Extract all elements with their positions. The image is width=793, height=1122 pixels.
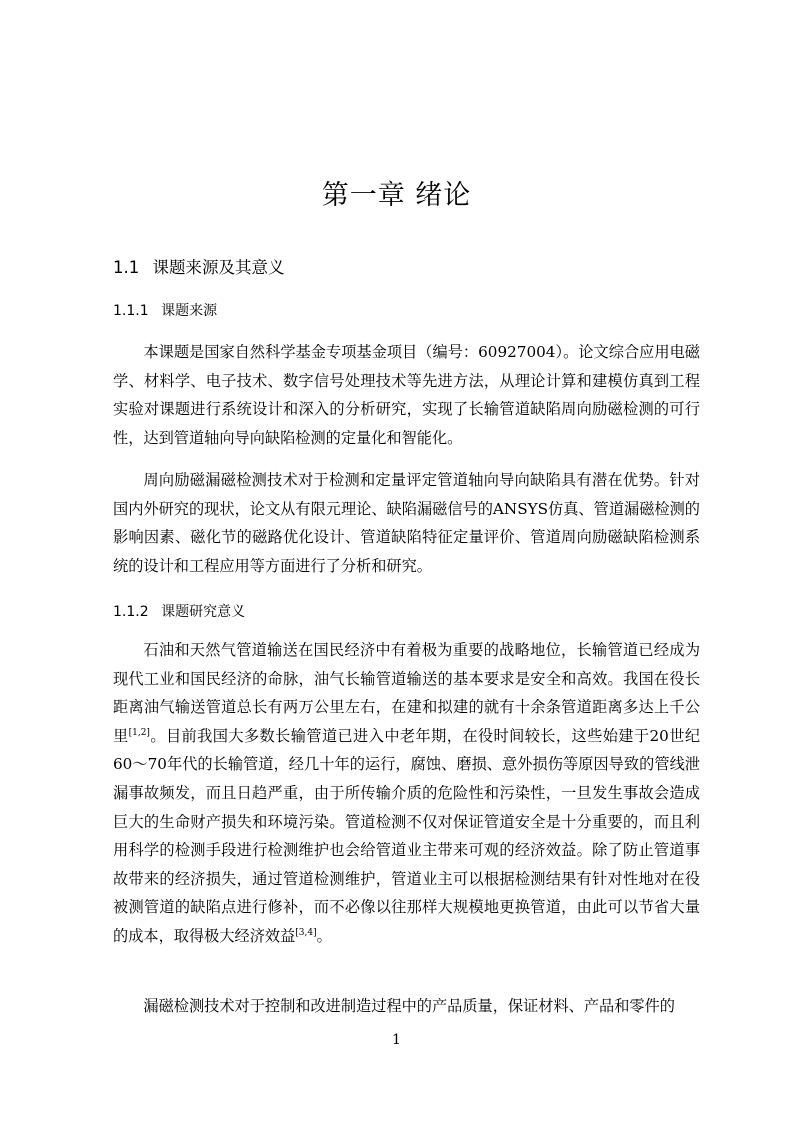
- section-title: 课题来源及其意义: [152, 258, 285, 277]
- subsection-title: 课题研究意义: [161, 604, 246, 620]
- subsection-heading: [113, 298, 217, 324]
- paragraph: 本课题是国家自然科学基金专项基金项目（编号：60927004）。论文综合应用电磁学、材料学、电子技术、数字信号处理技术等先进方法，从理论计算和建模仿真到工程实验对课题进行系统设计和深入的分析研究，实现了长输管道缺陷周向励磁检测的可行性，达到管道轴向导向缺陷检测的定量化和智能化。: [113, 343, 700, 447]
- paragraph-text: 石油和天然气管道输送在国民经济中有着极为重要的战略地位，长输管道已经成为现代工业和国民经济的命脉，油气长输管道输送的基本要求是安全和高效。我国在役长距离油气输送管道总长有两万公里左右，在建和拟建的就有十余条管道距离多达上千公里: [113, 641, 700, 745]
- subsection-number: 1.1.1: [113, 303, 149, 319]
- subsection-title: 课题来源: [161, 303, 218, 319]
- citation: [3,4]: [295, 927, 317, 938]
- citation: [1,2]: [128, 727, 150, 738]
- paragraph: 漏磁检测技术对于控制和改进制造过程中的产品质量，保证材料、产品和零件的: [143, 997, 675, 1015]
- chapter-title: 第一章 绪论: [321, 180, 472, 211]
- paragraph: [113, 636, 700, 951]
- subsection-heading: [113, 599, 245, 625]
- paragraph-text: 。: [316, 926, 332, 945]
- section-number: 1.1: [113, 258, 140, 277]
- page-number: 1: [392, 1032, 401, 1048]
- subsection-number: 1.1.2: [113, 604, 149, 620]
- section-heading: [113, 254, 285, 282]
- paragraph-text: 。目前我国大多数长输管道已进入中老年期，在役时间较长，这些始建于20世纪60～70年代的长输管道，经几十年的运行，腐蚀、磨损、意外损伤等原因导致的管线泄漏事故频发，而且日趋严重，由于所传输介质的危险性和污染性，一旦发生事故会造成巨大的生命财产损失和环境污染。管道检测不仅对保证管道安全是十分重要的，而且利用科学的检测手段进行检测维护也会给管道业主带来可观的经济效益。除了防止管道事故带来的经济损失，通过管道检测维护，管道业主可以根据检测结果有针对性地对在役被测管道的缺陷点进行修补，而不必像以往那样大规模地更换管道，由此可以节省大量的成本，取得极大经济效益: [113, 726, 701, 945]
- paragraph: 周向励磁漏磁检测技术对于检测和定量评定管道轴向导向缺陷具有潜在优势。针对国内外研究的现状，论文从有限元理论、缺陷漏磁信号的ANSYS仿真、管道漏磁检测的影响因素、磁化节的磁路优化设计、管道缺陷特征定量评价、管道周向励磁缺陷检测系统的设计和工程应用等方面进行了分析和研究。: [113, 471, 700, 575]
